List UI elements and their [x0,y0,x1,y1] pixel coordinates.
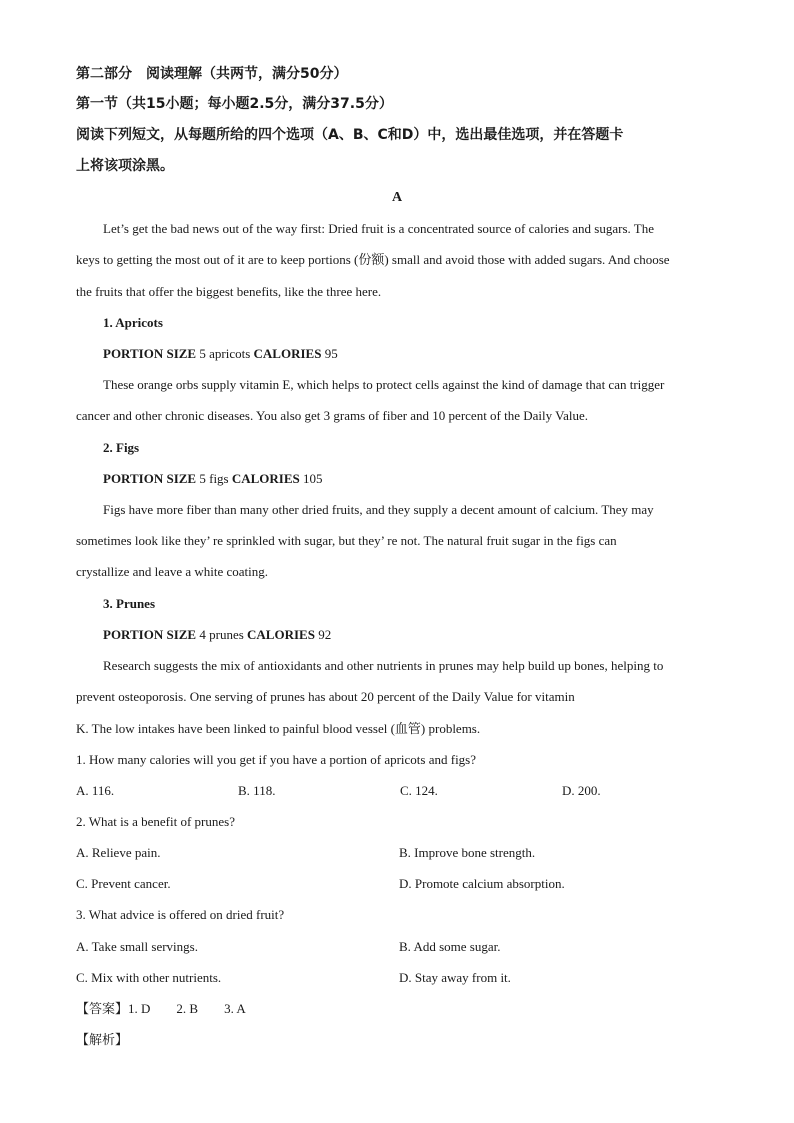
portion-value: 5 apricots [196,346,254,361]
answer-label: 【答案】 [76,1002,129,1017]
portion-label: PORTION SIZE [103,346,197,361]
item-text-line: sometimes look like they’ re sprinkled with sugar, but they’ re not. The natural fruit sugar in the figs can [76,533,617,548]
item-heading: 2. Figs [103,440,140,455]
option-b: B. Add some sugar. [399,939,501,954]
calories-value: 92 [314,627,332,642]
item-heading: 1. Apricots [103,315,163,330]
portion-line [103,471,323,487]
option-c: C. 124. [400,783,438,798]
item-text-line: K. The low intakes have been linked to painful blood vessel (血管) problems. [76,721,481,736]
portion-value: 4 prunes [196,627,248,642]
option-b: B. Improve bone strength. [399,845,536,860]
portion-label: PORTION SIZE [103,471,197,486]
intro-line: Let’s get the bad news out of the way first: Dried fruit is a concentrated source of calories and sugars. The [103,221,654,236]
portion-value: 5 figs [196,471,232,486]
part-heading: 第二部分 阅读理解（共两节，满分50分） [76,66,348,82]
item-text-line: crystallize and leave a white coating. [76,564,269,579]
question-stem: 2. What is a benefit of prunes? [76,814,235,829]
question-stem: 3. What advice is offered on dried fruit? [76,907,285,922]
option-a: A. Relieve pain. [76,845,161,860]
item-text-line: Figs have more fiber than many other dried fruits, and they supply a decent amount of calcium. They may [103,502,654,517]
answer-values: 1. D 2. B 3. A [128,1001,246,1016]
portion-label: PORTION SIZE [103,627,197,642]
passage-letter: A [391,190,403,205]
portion-line [103,627,331,643]
option-d: D. Promote calcium absorption. [399,876,565,891]
analysis-label: 【解析】 [76,1033,129,1048]
intro-line: the fruits that offer the biggest benefits, like the three here. [76,284,382,299]
answer-line [76,1001,246,1018]
item-text-line: prevent osteoporosis. One serving of prunes has about 20 percent of the Daily Value for vitamin [76,689,575,704]
item-heading: 3. Prunes [103,596,155,611]
option-a: A. Take small servings. [76,939,198,954]
calories-label: CALORIES [253,346,322,361]
analysis-line [76,1032,128,1049]
option-d: D. 200. [562,783,601,798]
instruction-line-2: 上将该项涂黑。 [76,158,174,174]
option-c: C. Mix with other nutrients. [76,970,222,985]
option-a: A. 116. [76,783,115,798]
instruction-line-1: 阅读下列短文，从每题所给的四个选项（A、B、C和D）中，选出最佳选项，并在答题卡 [76,127,624,143]
section-heading: 第一节（共15小题；每小题2.5分，满分37.5分） [76,96,393,112]
calories-value: 105 [299,471,323,486]
calories-value: 95 [321,346,338,361]
portion-line [103,346,338,362]
intro-line: keys to getting the most out of it are to keep portions (份额) small and avoid those with added sugars. And choose [76,252,670,267]
item-text-line: Research suggests the mix of antioxidants and other nutrients in prunes may help build up bones, helping to [103,658,664,673]
option-c: C. Prevent cancer. [76,876,171,891]
item-text-line: cancer and other chronic diseases. You also get 3 grams of fiber and 10 percent of the Daily Value. [76,408,589,423]
calories-label: CALORIES [231,471,300,486]
item-text-line: These orange orbs supply vitamin E, which helps to protect cells against the kind of damage that can trigger [103,377,665,392]
question-stem: 1. How many calories will you get if you have a portion of apricots and figs? [76,752,477,767]
calories-label: CALORIES [247,627,315,642]
option-b: B. 118. [238,783,276,798]
option-d: D. Stay away from it. [399,970,511,985]
